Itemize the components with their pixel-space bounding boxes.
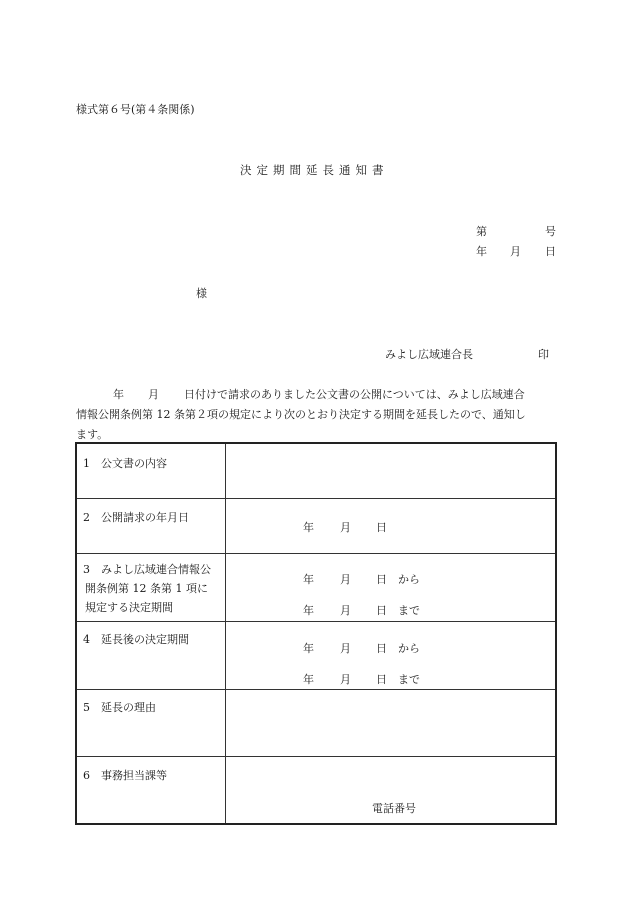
request-date-year: 年 (303, 521, 314, 534)
period-to-year: 年 (303, 604, 314, 617)
row-label-ordinance-period-1: 3 みよし広域連合情報公 (83, 563, 211, 576)
table-row-divider (77, 621, 555, 622)
row-label-ordinance-period-3: 規定する決定期間 (85, 601, 173, 614)
period-from-month: 月 (340, 573, 351, 586)
body-text-line-1: 日付けで請求のありました公文書の公開については、みよし広域連合 (184, 388, 525, 401)
date-month-label: 月 (510, 245, 521, 258)
period-to-month: 月 (340, 604, 351, 617)
table-row-divider (77, 553, 555, 554)
extended-to-year: 年 (303, 673, 314, 686)
info-table (75, 442, 557, 825)
row-label-reason: 5 延長の理由 (83, 701, 156, 714)
date-year-label: 年 (476, 245, 487, 258)
row-label-contents: 1 公文書の内容 (83, 457, 167, 470)
document-number-suffix: 号 (545, 225, 556, 238)
phone-number-label: 電話番号 (372, 802, 416, 815)
extended-to-day: 日 (376, 673, 387, 686)
period-to-suffix: まで (398, 604, 420, 617)
row-label-department: 6 事務担当課等 (83, 769, 167, 782)
date-day-label: 日 (545, 245, 556, 258)
row-label-request-date: 2 公開請求の年月日 (83, 511, 189, 524)
body-year-label: 年 (113, 388, 124, 401)
table-column-divider (225, 444, 226, 823)
request-date-day: 日 (376, 521, 387, 534)
extended-from-year: 年 (303, 642, 314, 655)
request-date-month: 月 (340, 521, 351, 534)
extended-from-suffix: から (398, 642, 420, 655)
table-row-divider (77, 498, 555, 499)
extended-to-month: 月 (340, 673, 351, 686)
seal-mark: 印 (538, 348, 549, 361)
body-month-label: 月 (148, 388, 159, 401)
period-from-day: 日 (376, 573, 387, 586)
extended-to-suffix: まで (398, 673, 420, 686)
extended-from-month: 月 (340, 642, 351, 655)
row-label-ordinance-period-2: 開条例第 12 条第 1 項に (85, 582, 208, 595)
table-row-divider (77, 756, 555, 757)
period-to-day: 日 (376, 604, 387, 617)
row-label-extended-period: 4 延長後の決定期間 (83, 633, 189, 646)
period-from-suffix: から (398, 573, 420, 586)
recipient-honorific: 様 (196, 287, 207, 300)
period-from-year: 年 (303, 573, 314, 586)
body-text-line-2: 情報公開条例第 12 条第２項の規定により次のとおり決定する期間を延長したので、通知し (76, 408, 526, 421)
sender-name: みよし広域連合長 (385, 348, 473, 361)
document-title: 決定期間延長通知書 (240, 163, 389, 177)
table-row-divider (77, 689, 555, 690)
body-text-line-3: ます。 (76, 428, 109, 441)
form-number: 様式第６号(第４条関係) (76, 103, 195, 116)
extended-from-day: 日 (376, 642, 387, 655)
document-number-label: 第 (476, 225, 487, 238)
